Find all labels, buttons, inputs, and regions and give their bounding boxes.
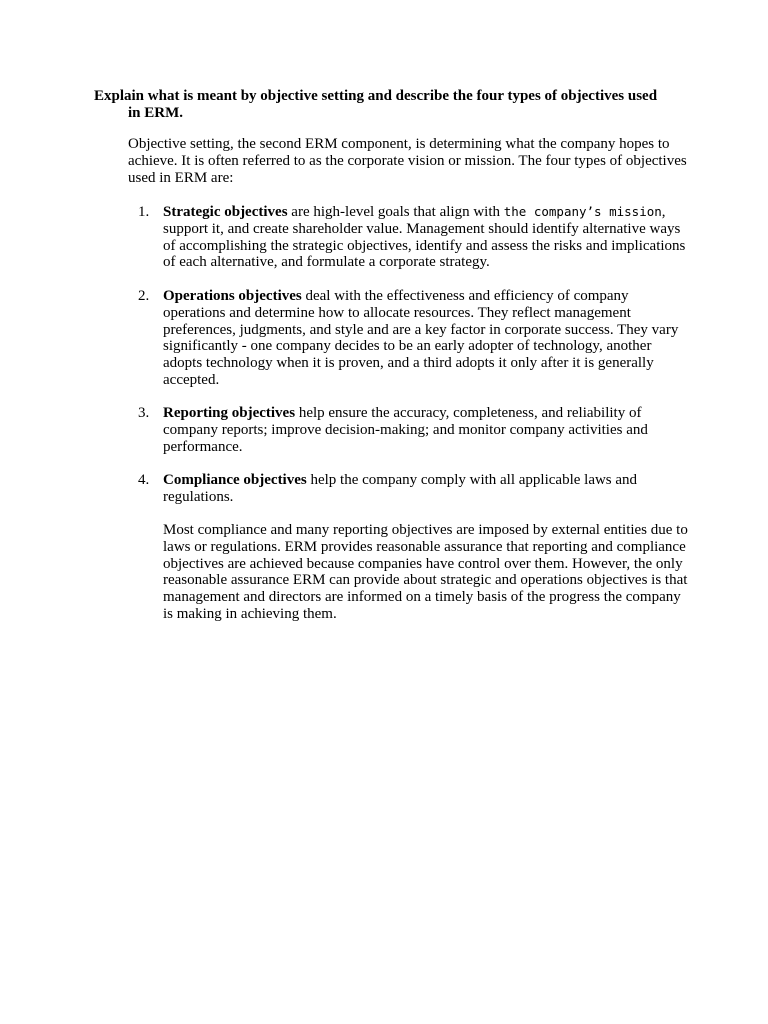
- objective-body: [163, 204, 688, 271]
- objective-number: 3.: [138, 405, 150, 421]
- objective-text: help the company comply with all applicable laws and regulations.: [163, 472, 638, 505]
- objective-operations: [128, 288, 688, 389]
- question-line-1: Explain what is meant by objective setting and describe the four types of objectives used: [94, 88, 658, 104]
- objective-body: [163, 472, 688, 506]
- objective-body: [163, 288, 688, 389]
- objective-compliance: [128, 472, 688, 506]
- objective-body: [163, 405, 688, 455]
- objective-term: Strategic objectives: [163, 204, 288, 220]
- objective-number: 1.: [138, 204, 150, 220]
- objective-strategic: [128, 204, 688, 271]
- intro-paragraph: Objective setting, the second ERM component, is determining what the company hopes to achieve. It is often referred to as the corporate vision or mission. The four types of objectives used in ERM are:: [128, 136, 687, 186]
- question-line-2: in ERM.: [128, 104, 184, 121]
- objective-term: Compliance objectives: [163, 472, 307, 488]
- question-heading: [94, 88, 694, 122]
- objective-number: 4.: [138, 472, 150, 488]
- objective-term: Operations objectives: [163, 288, 302, 304]
- objective-number: 2.: [138, 288, 150, 304]
- closing-paragraph: Most compliance and many reporting objectives are imposed by external entities due to laws or regulations. ERM provides reasonable assurance that reporting and compliance objectives are achieved because companies have control over them. However, the only reasonable assurance ERM can provide about strategic and operations objectives is that management and directors are informed on a timely basis of the progress the company is making in achieving them.: [163, 522, 688, 622]
- objective-text: are high-level goals that align with: [287, 204, 504, 220]
- objective-text: deal with the effectiveness and efficiency of company operations and determine how to allocate resources. They reflect management preferences, judgments, and style and are a key factor in corporate success. They vary significantly - one company decides to be an early adopter of technology, another adopts technology when it is proven, and a third adopts it only after it is generally accepted.: [163, 288, 679, 388]
- objective-text-highlight: the company’s mission: [503, 204, 662, 219]
- objective-text: help ensure the accuracy, completeness, and reliability of company reports; improve decision-making; and monitor company activities and performance.: [163, 405, 648, 455]
- objective-text-rest: , support it, and create shareholder value. Management should identify alternative ways of accomplishing the strategic objectives, identify and assess the risks and implications of each alternative, and formulate a corporate strategy.: [163, 204, 686, 271]
- objective-reporting: [128, 405, 688, 455]
- objective-term: Reporting objectives: [163, 405, 296, 421]
